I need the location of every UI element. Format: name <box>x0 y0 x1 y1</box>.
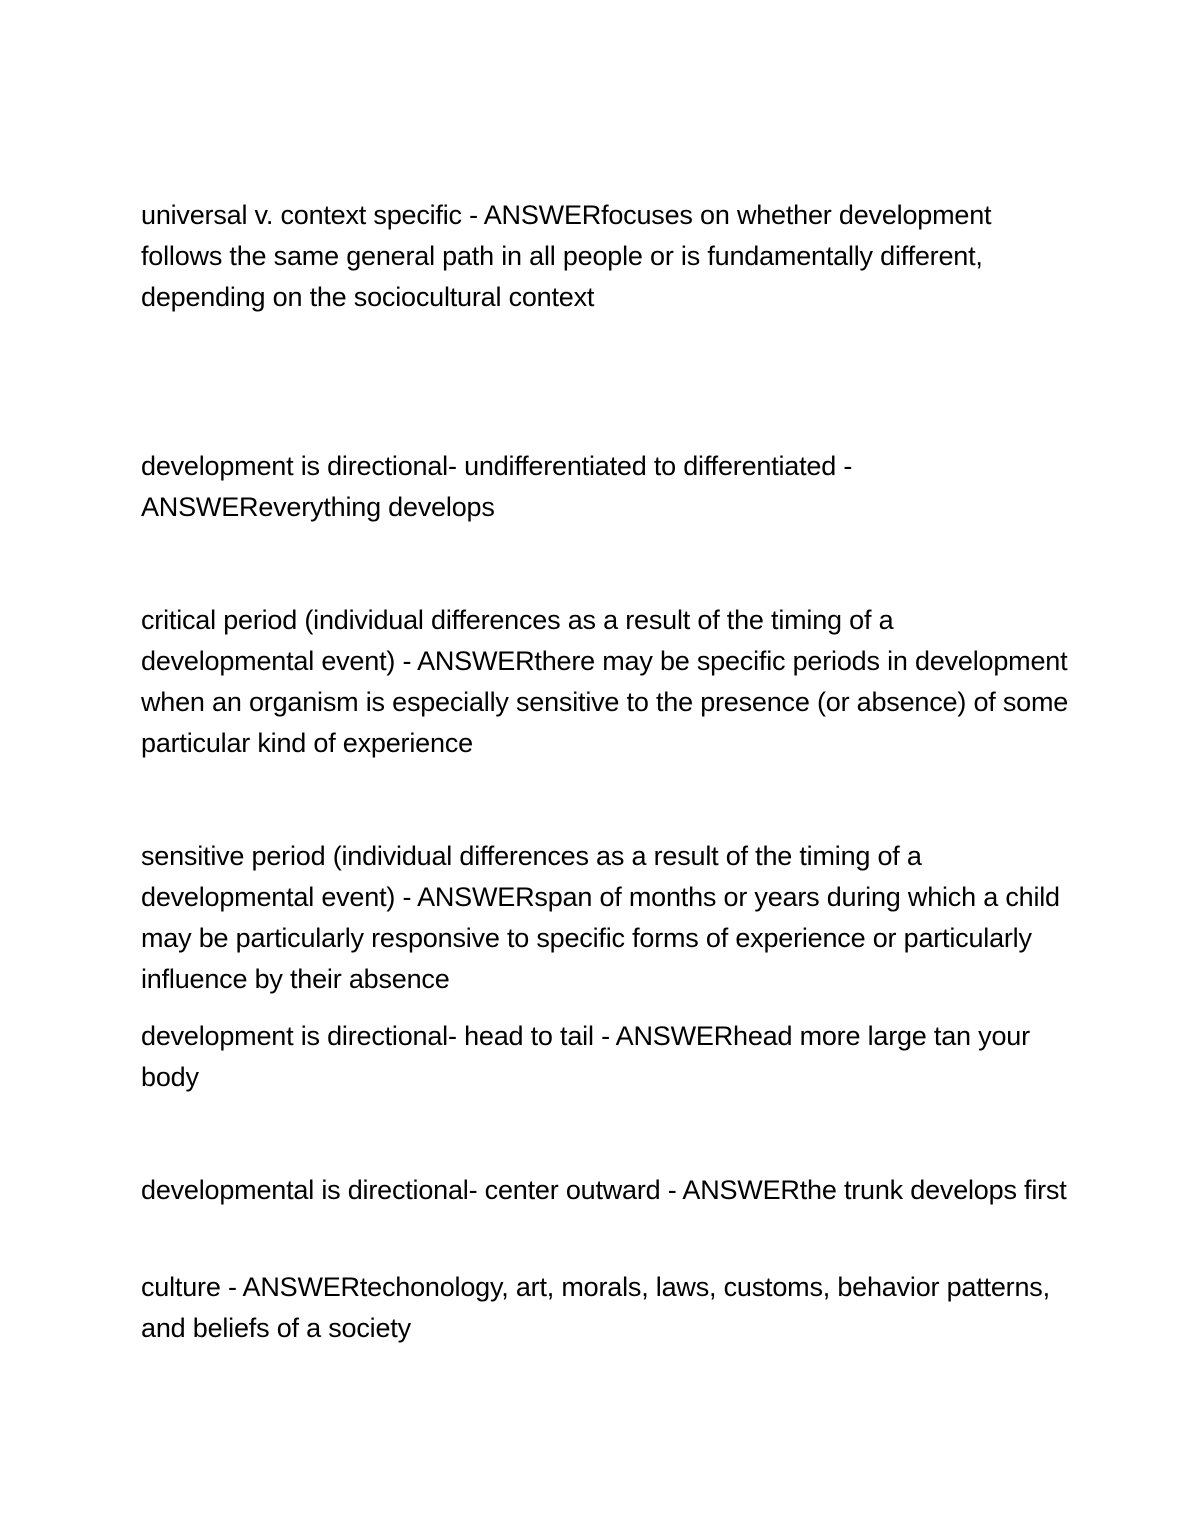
answer-separator: - ANSWER <box>220 1272 360 1302</box>
entry-term: development is directional- head to tail <box>141 1021 594 1051</box>
entry-answer: head more large tan your body <box>141 1021 1030 1092</box>
flashcard-entry <box>141 446 1071 528</box>
entry-term: sensitive period (individual differences as a result of the timing of a developmental event) <box>141 841 922 912</box>
flashcard-entry <box>141 1170 1071 1211</box>
entry-answer: the trunk develops first <box>799 1175 1067 1205</box>
answer-separator: - ANSWER <box>395 646 535 676</box>
flashcard-entry <box>141 1267 1071 1349</box>
entry-term: culture <box>141 1272 221 1302</box>
entry-answer: there may be specific periods in development when an organism is especially sensitive to the presence (or absence) of some particular kind of experience <box>141 646 1069 758</box>
flashcard-entry <box>141 195 1071 318</box>
answer-separator: - ANSWER <box>593 1021 733 1051</box>
flashcard-entry <box>141 600 1071 764</box>
entry-answer: techonology, art, morals, laws, customs, behavior patterns, and beliefs of a society <box>141 1272 1050 1343</box>
flashcard-entry <box>141 1016 1071 1098</box>
entry-term: universal v. context specific <box>141 200 462 230</box>
entry-term: developmental is directional- center outward <box>141 1175 661 1205</box>
entry-term: development is directional- undifferentiated to differentiated <box>141 451 837 481</box>
entry-answer: everything develops <box>258 492 495 522</box>
entry-term: critical period (individual differences as a result of the timing of a developmental event) <box>141 605 894 676</box>
entry-answer: focuses on whether development follows the same general path in all people or is fundamentally different, depending on the sociocultural context <box>141 200 992 312</box>
answer-separator: - ANSWER <box>141 451 853 522</box>
answer-separator: - ANSWER <box>660 1175 800 1205</box>
answer-separator: - ANSWER <box>461 200 602 230</box>
flashcard-entry <box>141 836 1071 1000</box>
entry-answer: span of months or years during which a child may be particularly responsive to specific forms of experience or particularly influence by their absence <box>141 882 1060 994</box>
answer-separator: - ANSWER <box>395 882 535 912</box>
